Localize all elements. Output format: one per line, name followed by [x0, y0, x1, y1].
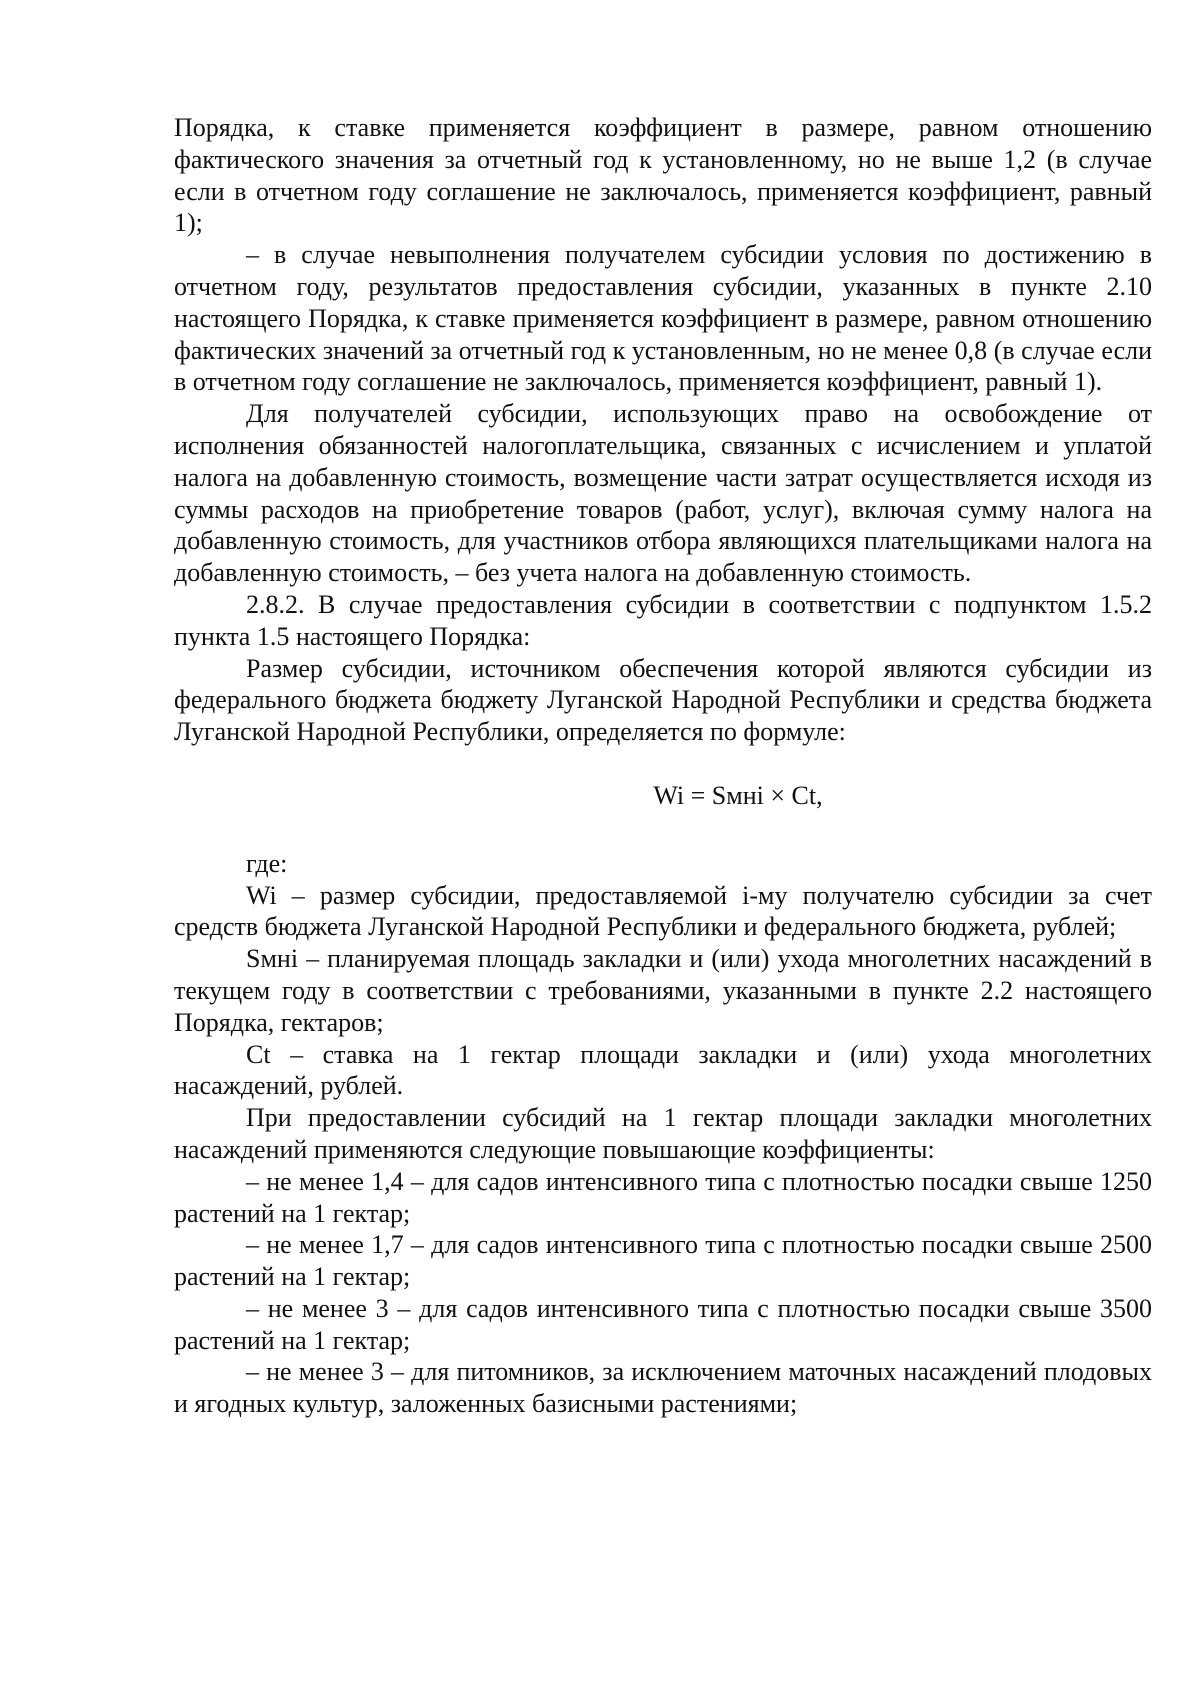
definition-ct: Ct – ставка на 1 гектар площади закладки и (или) ухода многолетних насаждений, рублей. — [174, 1039, 1152, 1101]
definition-where: где: — [246, 848, 288, 878]
paragraph-continuation: Порядка, к ставке применяется коэффициент в размере, равном отношению фактического значения за отчетный год к установленному, но не выше 1,2 (в случае если в отчетном году соглашение не заключалось, применяется коэффициент, равный 1); — [174, 113, 1152, 238]
coefficient-item-1: – не менее 1,4 – для садов интенсивного типа с плотностью посадки свыше 1250 растений на 1 гектар; — [174, 1166, 1152, 1228]
definition-smni: Sмнi – планируемая площадь закладки и (или) ухода многолетних насаждений в текущем году в соответствии с требованиями, указанными в пункте 2.2 настоящего Порядка, гектаров; — [174, 944, 1152, 1037]
coefficient-item-2: – не менее 1,7 – для садов интенсивного типа с плотностью посадки свыше 2500 растений на 1 гектар; — [174, 1230, 1152, 1292]
coefficient-item-4: – не менее 3 – для питомников, за исключением маточных насаждений плодовых и ягодных культур, заложенных базисными растениями; — [174, 1357, 1152, 1419]
formula: Wi = Sмнi × Ct, — [653, 780, 823, 810]
paragraph-subsidy-size: Размер субсидии, источником обеспечения которой являются субсидии из федерального бюджета бюджету Луганской Народной Республики и средства бюджета Луганской Народной Республики, определяется по формуле: — [174, 653, 1152, 747]
document-page — [174, 112, 1152, 1420]
definition-wi: Wi – размер субсидии, предоставляемой i-му получателю субсидии за счет средств бюджета Луганской Народной Республики и федерального бюджета, рублей; — [174, 880, 1152, 942]
paragraph-coefficients-intro: При предоставлении субсидий на 1 гектар площади закладки многолетних насаждений применяются следующие повышающие коэффициенты: — [174, 1103, 1152, 1164]
paragraph-vat-exemption: Для получателей субсидии, использующих право на освобождение от исполнения обязанностей налогоплательщика, связанных с исчислением и уплатой налога на добавленную стоимость, возмещение части затрат осуществляется исходя из суммы расходов на приобретение товаров (работ, услуг), включая сумму налога на добавленную стоимость, для участников отбора являющихся плательщиками налога на добавленную стоимость, – без учета налога на добавленную стоимость. — [174, 399, 1152, 588]
coefficient-item-3: – не менее 3 – для садов интенсивного типа с плотностью посадки свыше 3500 растений на 1 гектар; — [174, 1293, 1152, 1355]
paragraph-nonfulfillment: – в случае невыполнения получателем субсидии условия по достижению в отчетном году, результатов предоставления субсидии, указанных в пункте 2.10 настоящего Порядка, к ставке применяется коэффициент в размере, равном отношению фактических значений за отчетный год к установленным, но не менее 0,8 (в случае если в отчетном году соглашение не заключалось, применяется коэффициент, равный 1). — [174, 240, 1152, 397]
paragraph-section-2-8-2: 2.8.2. В случае предоставления субсидии в соответствии с подпунктом 1.5.2 пункта 1.5 настоящего Порядка: — [174, 589, 1152, 651]
